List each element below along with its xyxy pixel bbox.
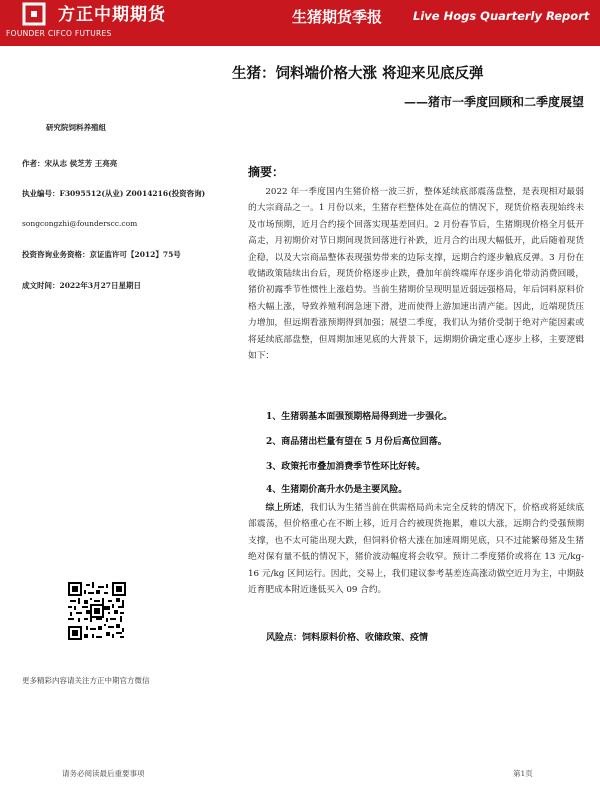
founder-logo-icon (22, 2, 46, 26)
conclusion-body: ，我们认为生猪当前在供需格局尚未完全反转的情况下，价格或将延续底部震荡，但价格重心在不断上移，近月合约被现货拖累，难以大涨，远期合约受强预期支撑，也不太可能出现大跌，但饲料价格大涨在加速周期见底，只不过能繁母猪及生猪绝对保有量不低的情况下，猪价波动幅度将会收窄。预计二季度猪价或将在 13 元/kg-16 元/kg 区间运行。因此，交易上，我们建议参考基差连高涨动做空近月为主，中期鼓近育肥成本附近逢低买入 09 合约。 (248, 503, 585, 596)
header-banner (0, 0, 600, 46)
conclusion-lead: 综上所述 (265, 503, 301, 513)
summary-paragraph: 2022 年一季度国内生猪价格一波三折，整体延续底部震荡盘整，是表现相对最弱的大宗商品之一。1 月份以来，生猪存栏整体处在高位的情况下，现货价格表现始终未及市场预期，近月合约接个回落实现基差回归。2 月份春节后，生猪期现价格全月低开高走，月初期价对节日期间现货回落进行补跌，近月合约出现大幅低开，此后随着现货企稳，以及大宗商品整体表现强势带来的边际支撑，远期合约逐步触底反弹。3 月份在收储政策陆续出台后，现货价格逐步止跌，叠加年前终端库存逐步消化带动消费回暖，猪价初露季节性惯性上涨趋势。当前生猪期价呈现明显近弱远强格局，年后饲料原料价格大幅上涨，导致养殖利润急速下滑，进而使得上游加速出清产能。因此，近端现货压力增加，但远期看涨预期得到加强；展望二季度，我们认为猪价受制于绝对产能因素或将延续底部盘整，但周期加速见底的大背景下，远期期价确定重心逐步上移，主要逻辑如下： (248, 187, 584, 362)
authors: 作者：宋从志 侯芝芳 王亮亮 (22, 159, 118, 168)
key-point-4: 4、生猪期价高升水仍是主要风险。 (266, 485, 408, 495)
conclusion-paragraph (248, 500, 584, 598)
page-number: 第1页 (513, 769, 533, 778)
summary-heading: 摘要： (248, 165, 285, 179)
license-number: 执业编号：F3095512(从业) Z0014216(投资咨询) (22, 189, 206, 198)
key-point-2: 2、商品猪出栏量有望在 5 月份后高位回落。 (266, 437, 447, 447)
key-point-1: 1、生猪弱基本面强预期格局得到进一步强化。 (266, 412, 453, 422)
report-type-en: Live Hogs Quarterly Report (413, 9, 590, 23)
footer-disclaimer-link: 请务必阅读最后重要事项 (62, 769, 145, 778)
wechat-qr-code (68, 582, 126, 640)
qr-caption: 更多精彩内容请关注方正中期官方微信 (22, 676, 150, 685)
report-date: 成文时间：2022年3月27日星期日 (22, 281, 142, 290)
report-type-cn: 生猪期货季报 (292, 8, 383, 26)
report-title: 生猪：饲料端价格大涨 将迎来见底反弹 (232, 65, 484, 82)
department: 研究院饲料养殖组 (46, 123, 106, 132)
key-point-3: 3、政策托市叠加消费季节性环比好转。 (266, 462, 426, 472)
company-name-en: FOUNDER CIFCO FUTURES (6, 29, 112, 38)
risk-points: 风险点：饲料原料价格、收储政策、疫情 (266, 633, 429, 643)
qualification: 投资咨询业务资格：京证监许可【2012】75号 (22, 250, 181, 259)
report-subtitle: ——猪市一季度回顾和二季度展望 (403, 95, 584, 109)
company-name-cn: 方正中期期货 (58, 5, 166, 25)
author-email[interactable]: songcongzhi@founderscc.com (22, 219, 138, 228)
